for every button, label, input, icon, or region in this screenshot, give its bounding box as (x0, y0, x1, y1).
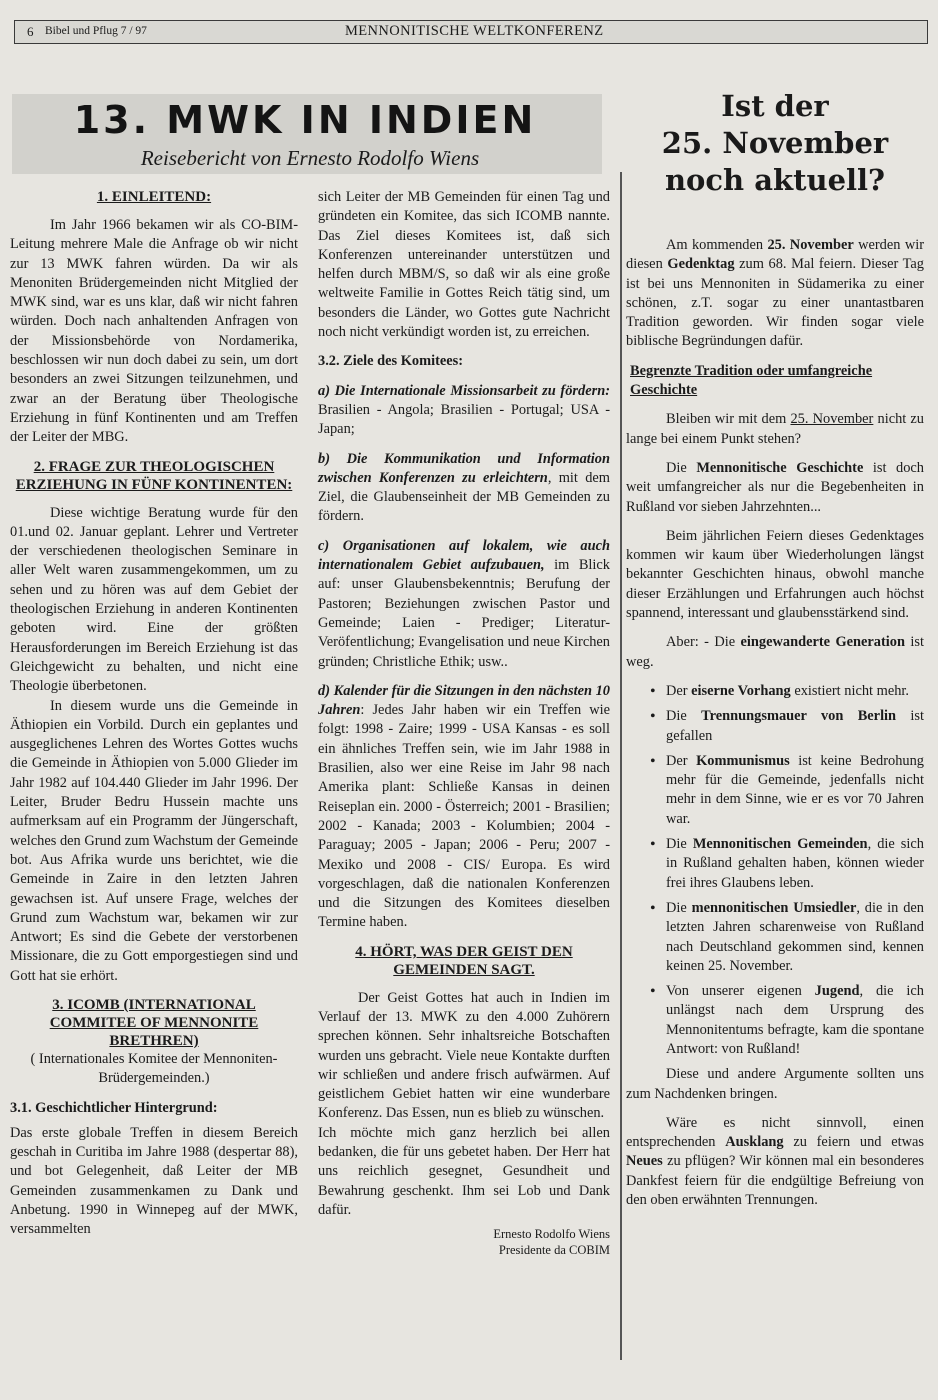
column-left (10, 188, 298, 1240)
goal-c (318, 537, 610, 672)
page-header (14, 20, 928, 44)
goal-label: d) Kalender für die Sitzungen in den nächsten 10 Jahren (318, 682, 610, 719)
publication-title: MENNONITISCHE WELTKONFERENZ (345, 23, 604, 39)
paragraph: Der Geist Gottes hat auch in Indien im Verlauf der 13. MWK zu den 4.000 Zuhörern sprechen können. Sehr inhaltsreiche Botschaften wurden uns gebracht. Viele neue Kontakte durften wir schließen und andere frisch aufwärmen. Auf geistlichem Gebiet hatten wir eine wunderbare Konferenz. Das Essen, nun es blieb zu wünschen. (318, 989, 610, 1122)
signature-name: Ernesto Rodolfo Wiens (493, 1227, 610, 1242)
column-right (626, 236, 924, 1210)
side-heading: Begrenzte Tradition oder umfangreiche Geschichte (630, 362, 873, 399)
signature-role: Presidente da COBIM (498, 1243, 610, 1258)
goal-label: a) Die Internationale Missionsarbeit zu fördern: (318, 382, 610, 399)
section-heading-4: 4. HÖRT, WAS DER GEIST DEN GEMEINDEN SAGT. (355, 943, 573, 978)
goal-label: c) Organisationen auf lokalem, wie auch internationalem Gebiet aufzubauen, (318, 537, 610, 574)
goal-text: im Blick auf: unser Glaubensbekenntnis; Berufung der Pastoren; Beziehungen zwischen Pastor und Gemeinde; Laien - Prediger; Literatur-Veröfentlichung; Evangelisation und neue Kirchen gründen; Christliche Ethik; usw.. (318, 557, 610, 670)
article-title: 13. MWK IN INDIEN (73, 98, 537, 142)
paragraph: Beim jährlichen Feiern dieses Gedenktages kommen wir kaum über Wiederholungen längst bekannter Geschichten hinaus, obwohl manche dieser Erzählungen und Erfahrungen auch höchst spannend, interessant und glaubensstärkend sind. (626, 527, 924, 622)
list-item: • Die mennonitischen Umsiedler, die in den letzten Jahren scharenweise von Rußland nach Deutschland gekommen sind, kennen keinen 25. November. (626, 899, 924, 976)
goal-b (318, 450, 610, 527)
paragraph: Ich möchte mich ganz herzlich bei allen bedanken, die für uns gebetet haben. Der Herr hat uns reichlich gesegnet, Gesundheit und Bewahrung geschenkt. Ihm sei Lob und Dank dafür. (318, 1124, 610, 1218)
section-note: ( Internationales Komitee der Mennoniten-Brüdergemeinden.) (30, 1050, 278, 1087)
list-item: • Von unserer eigenen Jugend, die ich unlängst nach dem Ursprung des Mennonitentums befragte, kam die spontane Antwort: von Rußland! (626, 982, 924, 1059)
goal-text: Brasilien - Angola; Brasilien - Portugal; USA - Japan; (318, 401, 610, 438)
goal-d (318, 682, 610, 933)
argument-list (626, 682, 924, 1059)
paragraph: Wäre es nicht sinnvoll, einen entsprechenden Ausklang zu feiern und etwas Neues zu pflügen? Wir können mal ein besonderes Dankfest feiern für die endgültige Befreiung von den oben erwähnten Trennungen. (626, 1114, 924, 1209)
list-item: • Die Trennungsmauer von Berlin ist gefallen (626, 707, 924, 746)
paragraph: Das erste globale Treffen in diesem Bereich geschah in Curitiba im Jahre 1988 (despertar 88), und bot Gelegenheit, daß Leiter der MB Gemeinden zusammenkamen zu Dank und Anbetung. 1990 in Winnepeg auf der MWK, versammelten (10, 1124, 298, 1238)
title-line: noch aktuell? (664, 163, 886, 197)
column-divider (620, 172, 622, 1360)
goal-label: b) Die Kommunikation und Information zwischen Konferenzen zu erleichtern (318, 450, 610, 486)
paragraph: Aber: - Die eingewanderte Generation ist weg. (626, 634, 924, 670)
paragraph: Im Jahr 1966 bekamen wir als CO-BIM-Leitung mehrere Male die Anfrage ob wir nicht zur 13 MWK fahren würden. Da wir als Menoniten Brüdergemeinden nicht Mitglied der MWK sind, war es uns klar, daß wir nicht fahren würden. Doch nach anhaltenden Anfragen von der Missionsbehörde von Nordamerika, beschlossen wir nun doch dabei zu sein, um dort besonders an zwei Sitzungen teilzunehmen, und zwar an der Beratung über Theologische Erziehung in fünf Kontinenten und am Treffen der Leiter der MBG. (10, 217, 298, 446)
section-heading-3: 3. ICOMB (INTERNATIONAL COMMITEE OF MENNONITE BRETHREN) (49, 996, 259, 1049)
paragraph: Die Mennonitische Geschichte ist doch weit umfangreicher als nur die Begebenheiten in Rußland vor sieben Jahrzehnten... (626, 459, 924, 515)
paragraph: Diese und andere Argumente sollten uns zum Nachdenken bringen. (626, 1066, 924, 1102)
section-heading-2: 2. FRAGE ZUR THEOLOGISCHEN ERZIEHUNG IN FÜNF KONTINENTEN: (15, 458, 293, 493)
paragraph: Diese wichtige Beratung wurde für den 01.und 02. Januar geplant. Lehrer und Vertreter der verschiedenen theologischen Seminare in aller Welt waren zusammengekommen, um zu sehen und zu hören was auf dem Gebiet der theologischen Erziehung in anderen Kontinenten geboten wird. Eine der größten Herausforderungen im Bereich Erziehung ist das Gleichgewicht zu behalten, und nicht eine Theologie überbetonen. (10, 504, 298, 695)
paragraph: Bleiben wir mit dem 25. November nicht zu lange bei einem Punkt stehen? (626, 411, 924, 447)
list-item: • Die Mennonitischen Gemeinden, die sich in Rußland gehalten haben, können wieder frei ihres Glaubens leben. (626, 835, 924, 893)
paragraph: Am kommenden 25. November werden wir diesen Gedenktag zum 68. Mal feiern. Dieser Tag ist bei uns Mennoniten in Südamerika zu einer schönen, z.T. sogar zu einer unantastbaren Tradition geworden. Wir finden sogar viele biblische Begründungen dafür. (626, 237, 925, 350)
goal-a (318, 382, 610, 440)
goal-text: : Jedes Jahr haben wir ein Treffen wie folgt: 1998 - Zaire; 1999 - USA Kansas - es soll ein ähnliches Treffen sein, wie im Jahr 1988 in Brasilien, also wer eine Reise im Jahr 98 nach Amerika plant: Schließe Kansas in deinen Reiseplan ein. 2000 - Österreich; 2001 - Brasilien; 2002 - Kanada; 2003 - Kolumbien; 2004 - Paraguay; 2005 - Japan; 2006 - Peru; 2007 - Mexiko und 2008 - CIS/ Europa. Es wird vorgeschlagen, daß die nationalen Konferenzen und die Sitzungen des Komitees dieselben Termine haben. (318, 702, 610, 931)
section-heading-1: 1. EINLEITEND: (96, 189, 212, 205)
side-article-title (630, 88, 920, 199)
title-line: Ist der (721, 89, 829, 123)
goal-text: , mit dem Ziel, die Glaubenseinheit der MB Gemeinden zu fördern. (318, 469, 610, 525)
subsection-heading: 3.2. Ziele des Komitees: (318, 353, 464, 370)
list-item: • Der eiserne Vorhang existiert nicht mehr. (626, 682, 924, 701)
page-number: 6 (27, 24, 34, 39)
issue-label: Bibel und Pflug 7 / 97 (45, 25, 147, 37)
column-middle (318, 188, 610, 1258)
paragraph: sich Leiter der MB Gemeinden für einen Tag und gründeten ein Komitee, das sich ICOMB nannte. Das Ziel dieses Komitees ist, daß sich Konferenzen untereinander unterstützen und helfen durch MBM/S, so daß wir als eine große weltweite Familie in Gottes Reich tätig sind, um besonders die Länder, wo Gottes gute Nachricht noch nicht verkündigt worden ist, zu erreichen. (318, 189, 610, 341)
title-line: 25. November (661, 126, 889, 160)
list-item: • Der Kommunismus ist keine Bedrohung mehr für die Gemeinde, jedenfalls nicht mehr in dem Sinne, wie er es vor 70 Jahren war. (626, 752, 924, 829)
subsection-heading: 3.1. Geschichtlicher Hintergrund: (10, 1099, 218, 1116)
article-subtitle: Reisebericht von Ernesto Rodolfo Wiens (140, 146, 480, 170)
paragraph: In diesem wurde uns die Gemeinde in Äthiopien ein Vorbild. Durch ein geplantes und ausgeglichenes Lehren des Wortes Gottes wuchs die Gemeinde in Äthiopien von 5.000 Glieder im Jahr 1982 auf 104.440 Glieder im Jahr 1996. Der Leiter, Bruder Bedru Hussein machte uns aufmerksam auf ein Programm der Jüngerschaft, welches den Grund zum Wachstum der Gemeinde bot. Aus Afrika wurde uns berichtet, wie die Gemeinde in Zaire in den letzten Jahren gewachsen ist. Auf unsere Frage, welches der Grund zum Wachstum war, bekamen wir zur Antwort; Es sind die Gebete der verstorbenen Missionare, die zu Gott emporgestiegen sind und Gott hat sie erhört. (10, 697, 298, 984)
